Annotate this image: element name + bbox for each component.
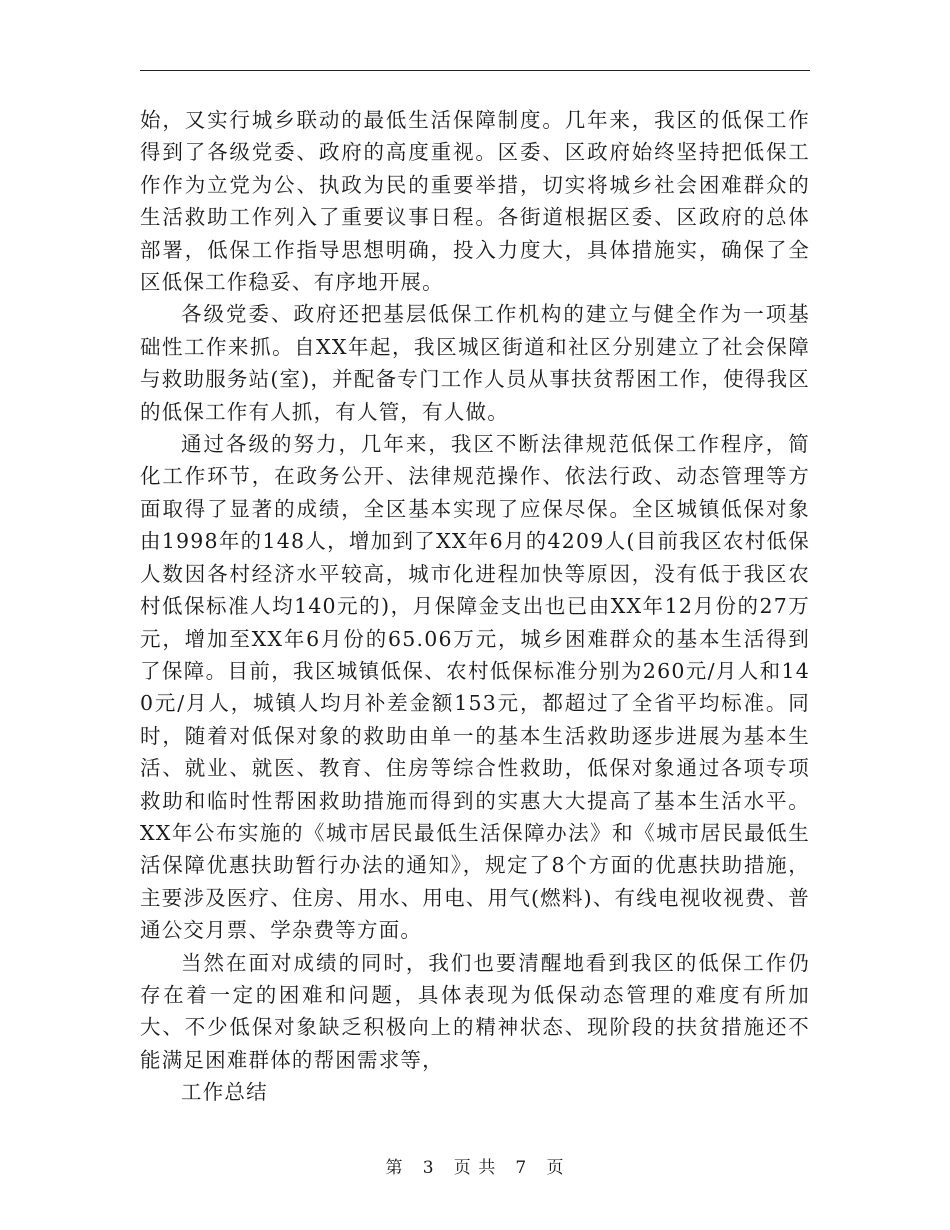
header-rule [140, 70, 810, 71]
footer-total-pages: 7 [515, 1158, 528, 1178]
body-text [140, 104, 810, 1109]
footer-prefix: 第 [385, 1158, 404, 1178]
paragraph-4: 当然在面对成绩的同时，我们也要清醒地看到我区的低保工作仍存在着一定的困难和问题，具体表现为低保动态管理的难度有所加大、不少低保对象缺乏积极向上的精神状态、现阶段的扶贫措施还不能满足困难群体的帮困需求等， [140, 950, 810, 1072]
footer-current-page: 3 [422, 1158, 435, 1178]
footer-suffix: 页 [546, 1158, 565, 1178]
paragraph-3: 通过各级的努力，几年来，我区不断法律规范低保工作程序，简化工作环节，在政务公开、法律规范操作、依法行政、动态管理等方面取得了显著的成绩，全区基本实现了应保尽保。全区城镇低保对象由1998年的148人，增加到了XX年6月的4209人(目前我区农村低保人数因各村经济水平较高，城市化进程加快等原因，没有低于我区农村低保标准人均140元的)，月保障金支出也已由XX年12月份的27万元，增加至XX年6月份的65.06万元，城乡困难群众的基本生活得到了保障。目前，我区城镇低保、农村低保标准分别为260元/月人和140元/月人，城镇人均月补差金额153元，都超过了全省平均标准。同时，随着对低保对象的救助由单一的基本生活救助逐步进展为基本生活、就业、就医、教育、住房等综合性救助，低保对象通过各项专项救助和临时性帮困救助措施而得到的实惠大大提高了基本生活水平。 XX年公布实施的《城市居民最低生活保障办法》和《城市居民最低生活保障优惠扶助暂行办法的通知》，规定了8个方面的优惠扶助措施，主要涉及医疗、住房、用水、用电、用气(燃料)、有线电视收视费、普通公交月票、学杂费等方面。 [140, 432, 810, 943]
paragraph-2: 各级党委、政府还把基层低保工作机构的建立与健全作为一项基础性工作来抓。自XX年起，我区城区街道和社区分别建立了社会保障与救助服务站(室)，并配备专门工作人员从事扶贫帮困工作，使得我区的低保工作有人抓，有人管，有人做。 [140, 302, 810, 424]
paragraph-5: 工作总结 [181, 1080, 268, 1105]
page-footer [0, 1153, 950, 1178]
footer-middle: 页 共 [453, 1158, 497, 1178]
paragraph-1: 始，又实行城乡联动的最低生活保障制度。几年来，我区的低保工作得到了各级党委、政府的高度重视。区委、区政府始终坚持把低保工作作为立党为公、执政为民的重要举措，切实将城乡社会困难群众的生活救助工作列入了重要议事日程。各街道根据区委、区政府的总体部署，低保工作指导思想明确，投入力度大，具体措施实，确保了全区低保工作稳妥、有序地开展。 [140, 108, 810, 295]
